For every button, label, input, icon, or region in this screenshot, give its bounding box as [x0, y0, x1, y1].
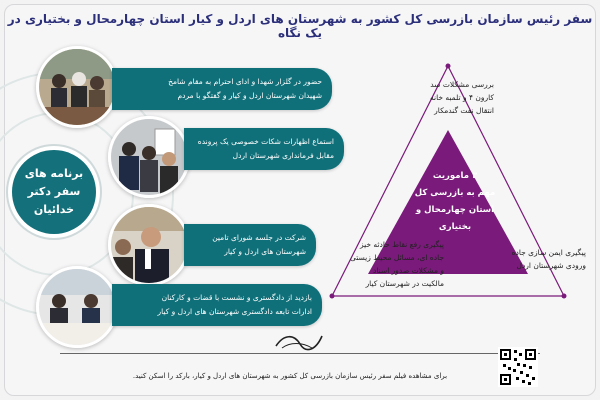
activity-line: شهیدان شهرستان اردل و کیار و گفتگو با مردم — [177, 91, 322, 100]
mission-line: ورودی شهرستان اردل — [516, 261, 586, 270]
activity-item-2 — [184, 128, 344, 170]
mission-bottom-left — [336, 238, 444, 290]
mission-line: انتقال نفت گندمکار — [434, 106, 494, 115]
mission-line: و مشکلات صدور اسناد — [373, 266, 444, 275]
mission-top — [404, 78, 494, 117]
crowd-photo-icon — [111, 119, 187, 195]
qr-code-icon[interactable] — [498, 347, 538, 387]
activity-item-4 — [112, 284, 322, 326]
activity-line: استماع اظهارات شکات خصوصی یک پرونده — [197, 137, 334, 146]
activity-line: مقابل فرمانداری شهرستان اردل — [232, 151, 334, 160]
triangle-line: استان چهارمحال و بختیاری — [415, 205, 495, 232]
footer-divider — [60, 353, 540, 354]
page-title: سفر رئیس سازمان بازرسی کل کشور به شهرستان های اردل و کیار استان چهارمحال و بختیاری در یک نگاه — [7, 12, 593, 40]
photo-justice-department — [36, 266, 118, 348]
mission-line: پیگیری رفع نقاط حادثه خیز — [359, 240, 444, 249]
meeting-photo-icon — [111, 207, 187, 283]
activity-line: بازدید از دادگستری و نشست با قضات و کارکنان — [161, 293, 312, 302]
mission-bottom-right — [494, 246, 586, 272]
activity-line: حضور در گلزار شهدا و ادای احترام به مقام شامخ — [168, 77, 322, 86]
mission-line: کارون ۴ و تلمبه خانه — [429, 93, 494, 102]
photo-martyrs-cemetery — [36, 46, 118, 128]
public-relations-logo — [272, 330, 326, 352]
program-circle — [12, 150, 96, 234]
meeting-photo-icon — [39, 269, 115, 345]
mission-line: مالکیت در شهرستان کیار — [365, 279, 444, 288]
mission-line: پیگیری ایمن سازی جاده — [511, 248, 586, 257]
mission-line: بررسی مشکلات سد — [430, 80, 494, 89]
triangle-line: مهم به بازرسی کل — [414, 188, 496, 198]
photo-security-council — [108, 204, 190, 286]
triangle-center-text — [400, 168, 510, 236]
crowd-photo-icon — [39, 49, 115, 125]
program-title: برنامه های سفر دکتر خدائیان — [24, 167, 84, 216]
mission-line: جاده ای، مسائل محیط زیستی — [349, 253, 444, 262]
activity-line: ادارات تابعه دادگستری شهرستان های اردل و کیار — [157, 307, 312, 316]
photo-complainants — [108, 116, 190, 198]
footer-note: برای مشاهده فیلم سفر رئیس سازمان بازرسی کل کشور به شهرستان های اردل و کیار، بارکد را اسکن کنید. — [132, 372, 448, 380]
triangle-line: ۳ ماموریت — [432, 171, 478, 181]
activity-item-1 — [112, 68, 332, 110]
activity-line: شرکت در جلسه شورای تامین — [212, 233, 306, 242]
activity-line: شهرستان های اردل و کیار — [224, 247, 306, 256]
activity-item-3 — [184, 224, 316, 266]
